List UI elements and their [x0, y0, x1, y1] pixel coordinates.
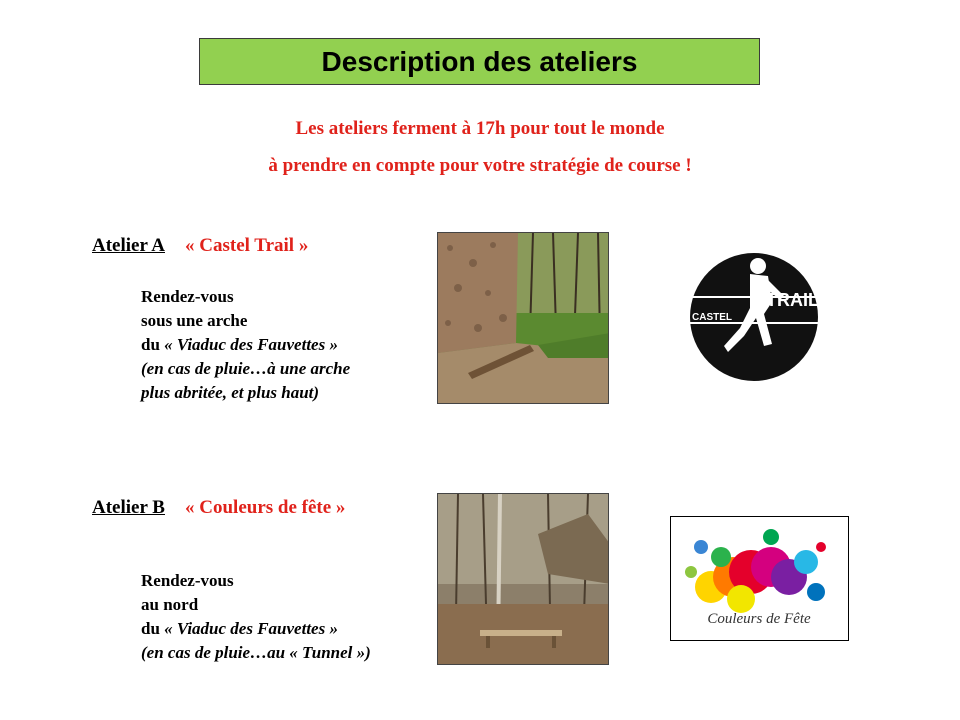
- atelier-b-heading: [92, 497, 345, 519]
- atelier-a-desc-line: Rendez-vous: [141, 287, 234, 306]
- logo-trail-text: TRAIL: [766, 290, 819, 310]
- atelier-b-name: « Couleurs de fête »: [185, 497, 346, 518]
- notice-line-1: Les ateliers ferment à 17h pour tout le monde: [295, 118, 665, 139]
- atelier-b-code: Atelier B: [92, 497, 165, 518]
- atelier-a-desc-line: sous une arche: [141, 311, 248, 330]
- logo-castel-text: CASTEL: [692, 312, 732, 323]
- atelier-a-description: [141, 285, 350, 405]
- atelier-b-desc-line: Rendez-vous: [141, 571, 234, 590]
- castel-trail-logo: [688, 252, 820, 382]
- atelier-a-desc-line: plus abritée, et plus haut): [141, 383, 320, 402]
- page-title-box: [199, 38, 760, 85]
- atelier-b-description: [141, 569, 371, 665]
- atelier-b-desc-du: du: [141, 619, 165, 638]
- couleurs-de-fete-logo: [670, 516, 849, 641]
- atelier-b-desc-line: [141, 617, 371, 641]
- atelier-b-desc-line: au nord: [141, 595, 199, 614]
- page-title: Description des ateliers: [321, 45, 638, 77]
- atelier-a-desc-line: (en cas de pluie…à une arche: [141, 359, 351, 378]
- atelier-a-desc-viaduc: « Viaduc des Fauvettes »: [164, 335, 338, 354]
- atelier-a-code: Atelier A: [92, 235, 165, 256]
- atelier-a-photo: [437, 232, 609, 404]
- notice-line-2: à prendre en compte pour votre stratégie de course !: [268, 155, 692, 176]
- atelier-a-desc-line: [141, 333, 350, 357]
- atelier-b-desc-line: (en cas de pluie…au « Tunnel »): [141, 643, 371, 662]
- atelier-a-desc-du: du: [141, 335, 165, 354]
- atelier-b-photo: [437, 493, 609, 665]
- couleurs-logo-text: Couleurs de Fête: [707, 611, 811, 627]
- atelier-a-name: « Castel Trail »: [185, 235, 309, 256]
- atelier-a-heading: [92, 235, 308, 257]
- atelier-b-desc-viaduc: « Viaduc des Fauvettes »: [164, 619, 338, 638]
